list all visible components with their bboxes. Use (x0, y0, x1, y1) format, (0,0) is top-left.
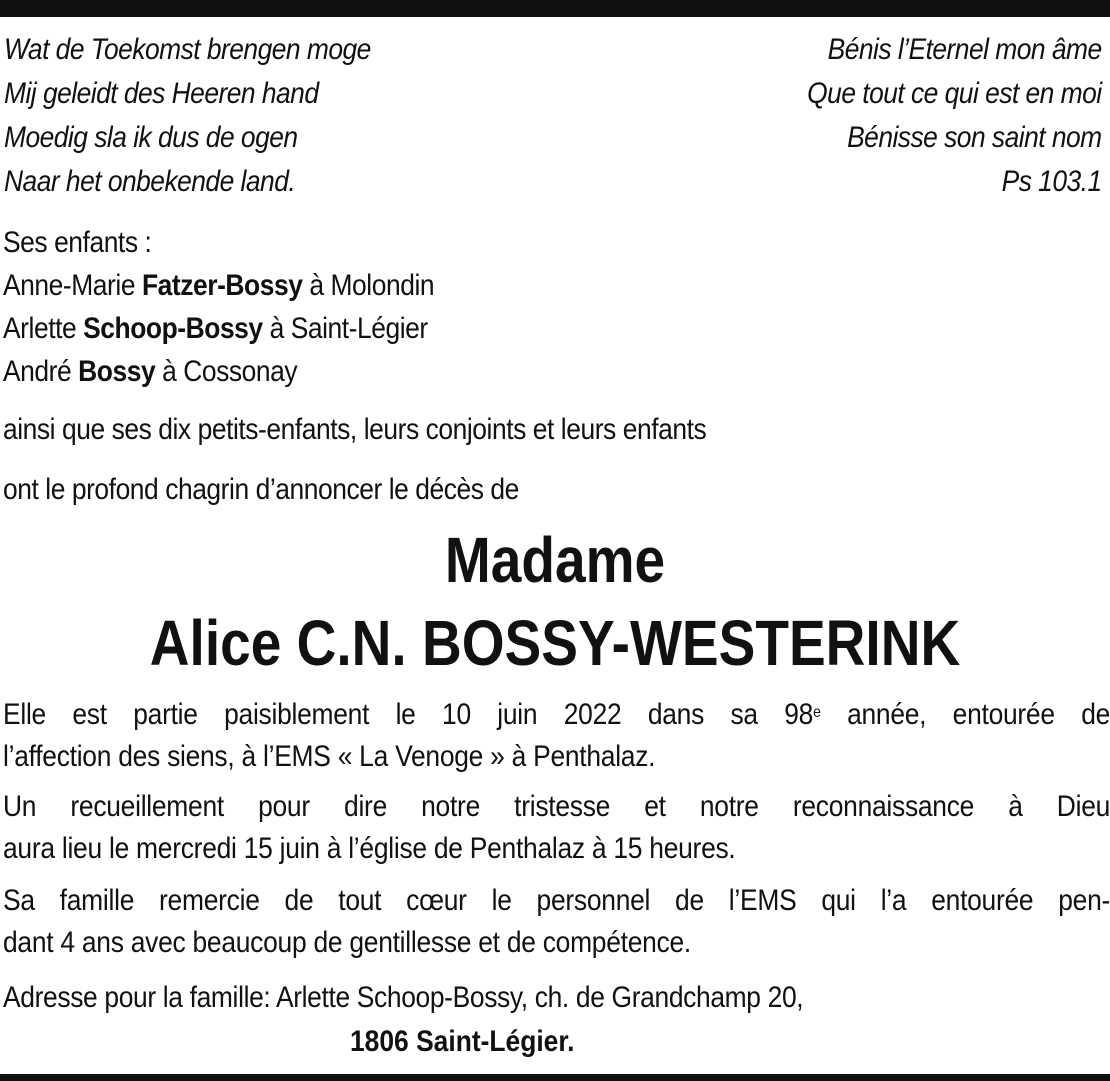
verse-dutch (4, 28, 371, 204)
verse-dutch-line: Wat de Toekomst brengen moge (4, 33, 371, 66)
child-family-name: Fatzer-Bossy (141, 269, 303, 302)
passing-text: Elle est partie paisiblement le 10 juin 2022 dans sa 98 (3, 698, 814, 731)
ceremony-paragraph (3, 786, 1110, 870)
bottom-border-rule (0, 1074, 1110, 1081)
paragraph-line: Sa famille remercie de tout cœur le personnel de l’EMS qui l’a entourée pen- (3, 884, 1110, 917)
passing-paragraph (3, 694, 1110, 778)
child-place: à Molondin (302, 269, 435, 302)
announcement-line: ont le profond chagrin d’annoncer le décès de (3, 473, 519, 506)
child-family-name: Bossy (78, 355, 156, 388)
child-place: à Cossonay (155, 355, 298, 388)
child-entry (3, 264, 434, 307)
child-family-name: Schoop-Bossy (83, 312, 263, 345)
verse-french-line: Bénis l’Eternel mon âme (828, 33, 1102, 66)
verse-french-line: Que tout ce qui est en moi (807, 77, 1102, 110)
children-heading: Ses enfants : (3, 226, 152, 259)
paragraph-line (3, 694, 1110, 736)
child-first-name: André (3, 355, 79, 388)
paragraph-line: aura lieu le mercredi 15 juin à l’église de Penthalaz à 15 heures. (3, 832, 736, 865)
child-first-name: Arlette (3, 312, 84, 345)
child-entry (3, 350, 434, 393)
top-border-rule (0, 0, 1110, 17)
child-entry (3, 307, 434, 350)
family-address: Adresse pour la famille: Arlette Schoop-Bossy, ch. de Grandchamp 20, (3, 981, 804, 1014)
child-first-name: Anne-Marie (3, 269, 142, 302)
deceased-name: Alice C.N. BOSSY-WESTERINK (149, 607, 961, 679)
grandchildren-line: ainsi que ses dix petits-enfants, leurs conjoints et leurs enfants (3, 413, 707, 446)
psalm-reference: Ps 103.1 (1002, 165, 1102, 198)
verse-french-line: Bénisse son saint nom (847, 121, 1102, 154)
honorific-title: Madame (444, 524, 666, 596)
thanks-paragraph (3, 880, 1110, 964)
verse-dutch-line: Naar het onbekende land. (4, 165, 296, 198)
family-address-city: 1806 Saint-Légier. (350, 1025, 575, 1058)
verse-french-psalm (808, 28, 1102, 204)
paragraph-line: dant 4 ans avec beaucoup de gentillesse et de compétence. (3, 926, 691, 959)
children-list (3, 221, 434, 393)
ordinal-suffix: e (813, 704, 821, 721)
passing-text-end: année, entourée de (820, 698, 1110, 731)
paragraph-line: Un recueillement pour dire notre tristesse et notre reconnaissance à Dieu (3, 790, 1110, 823)
child-place: à Saint-Légier (262, 312, 428, 345)
verse-dutch-line: Moedig sla ik dus de ogen (4, 121, 298, 154)
paragraph-line: l’affection des siens, à l’EMS « La Venoge » à Penthalaz. (3, 740, 656, 773)
verse-dutch-line: Mij geleidt des Heeren hand (4, 77, 319, 110)
